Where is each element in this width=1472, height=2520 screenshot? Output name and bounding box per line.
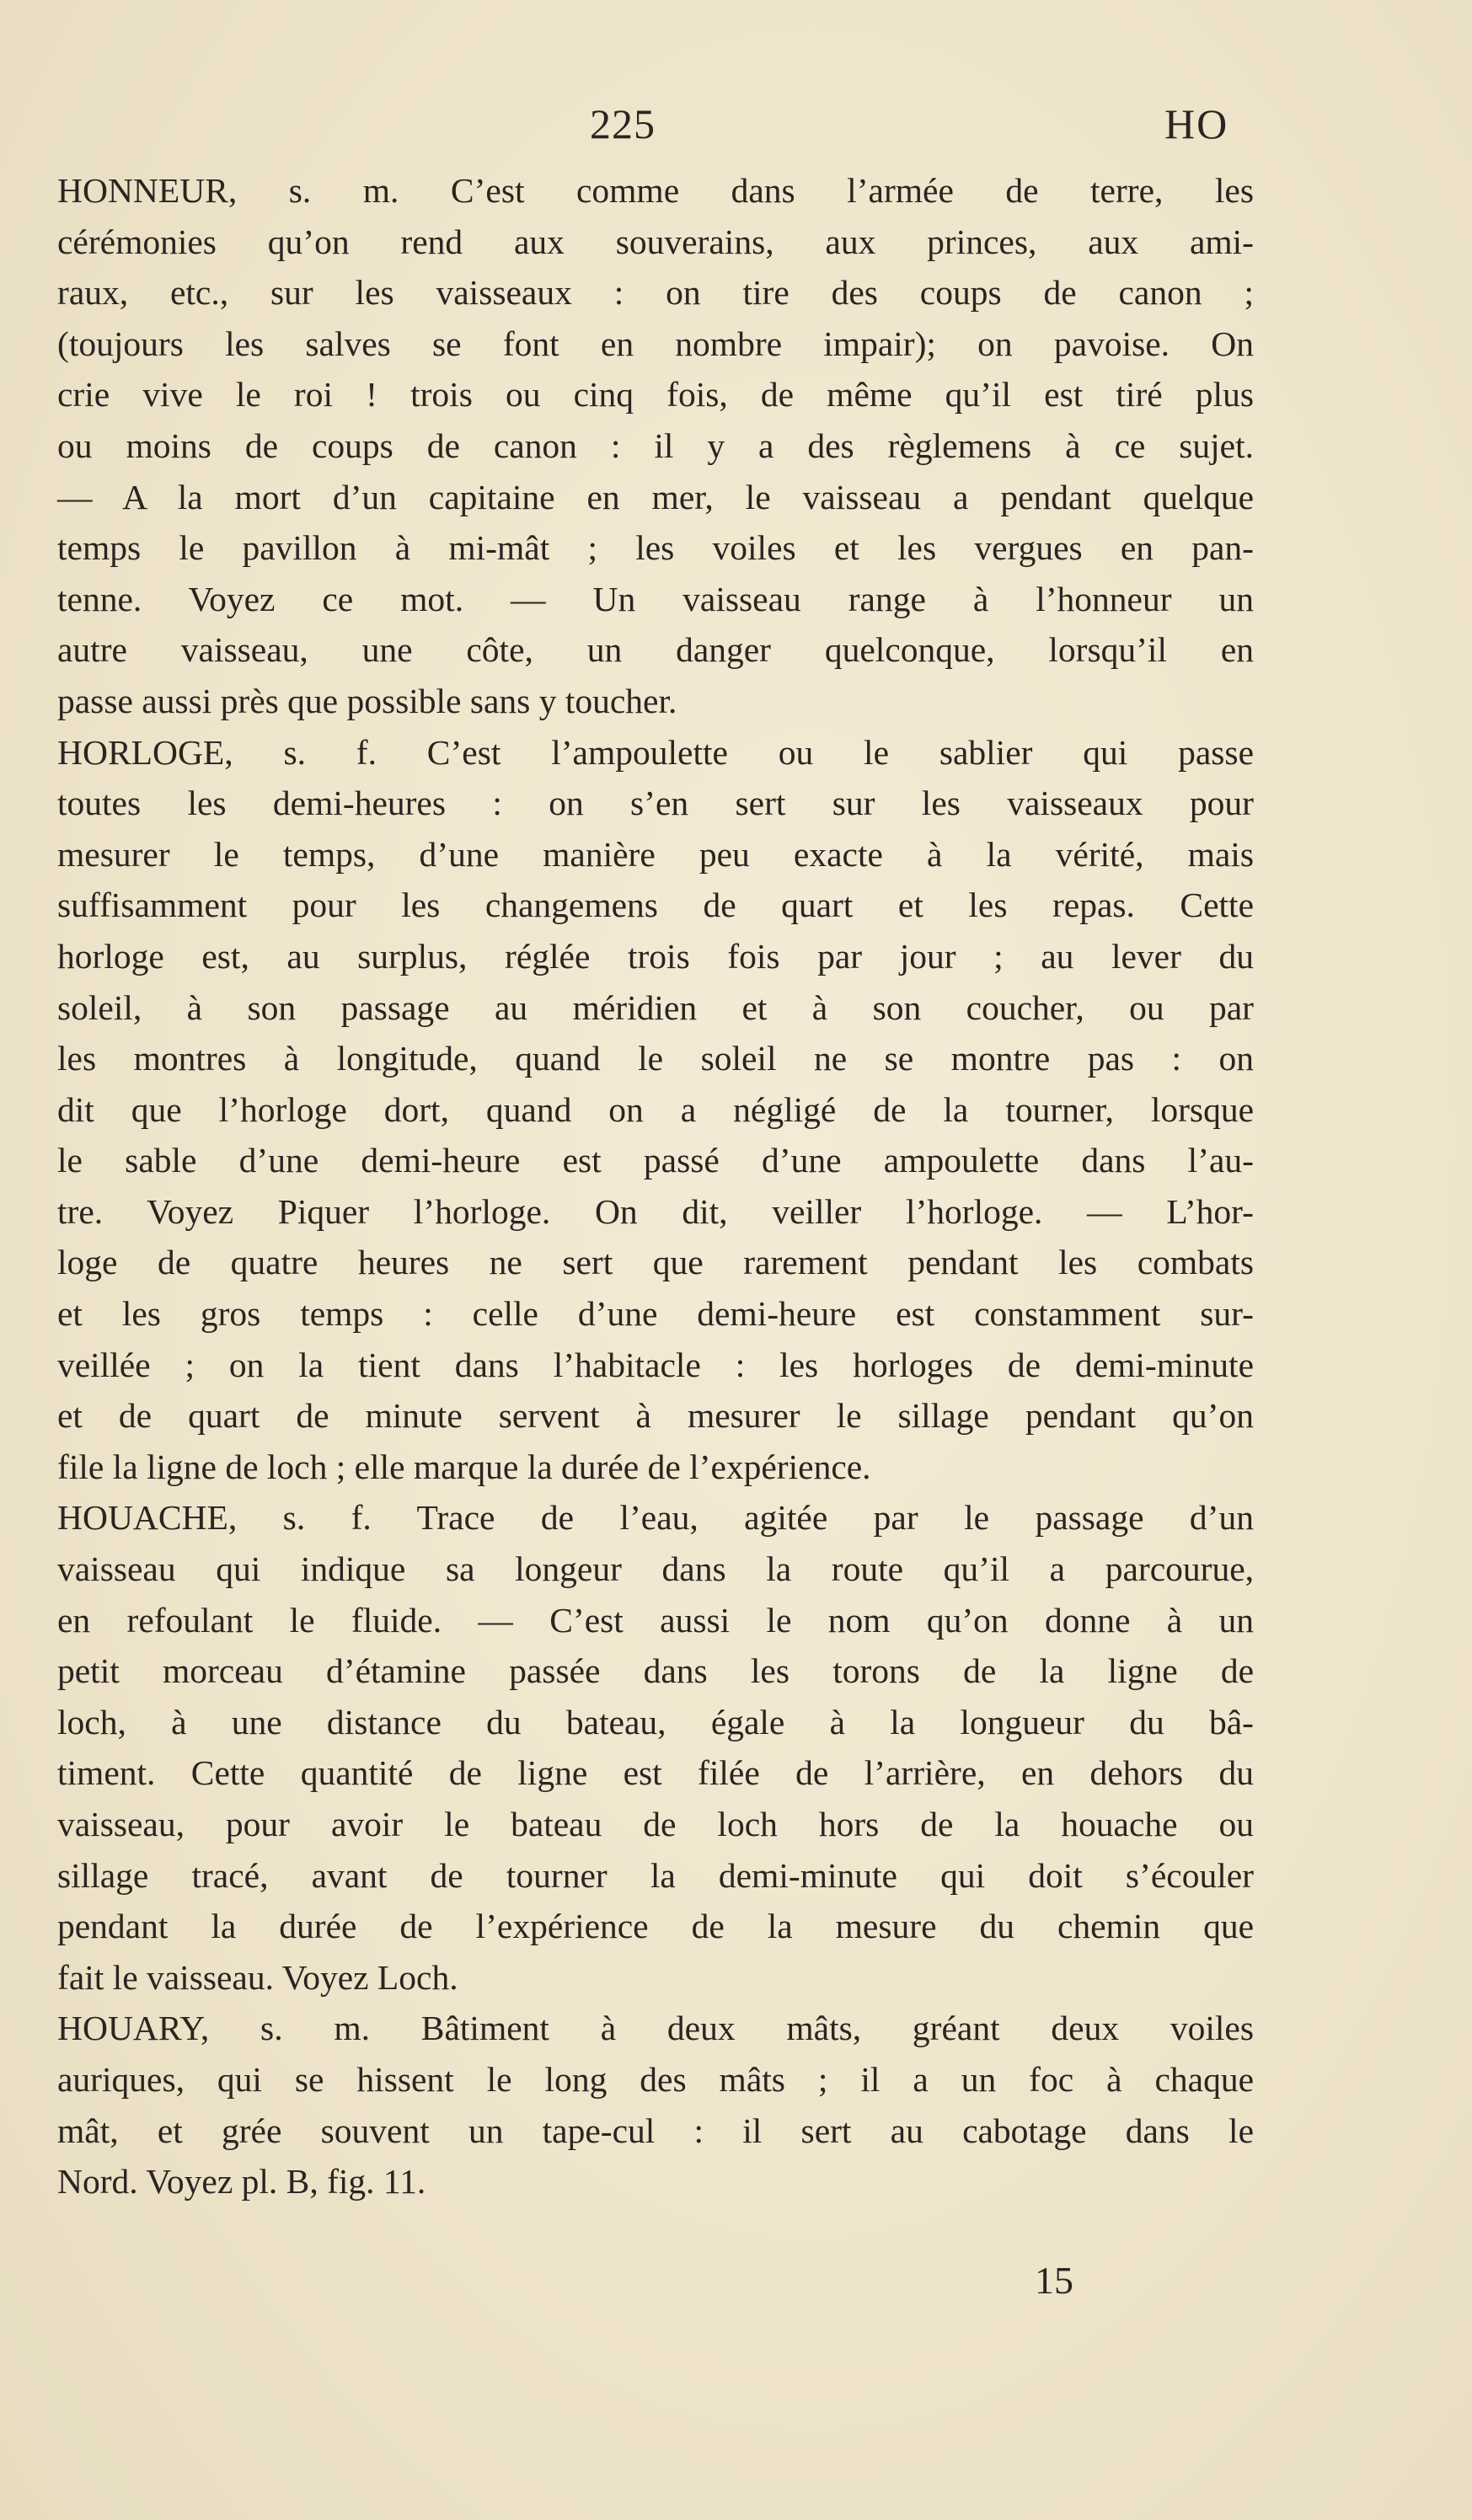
text-line: sillage tracé, avant de tourner la demi-minute qui doit s’écouler: [57, 1855, 1254, 1895]
text-line: (toujours les salves se font en nombre impair); on pavoise. On: [57, 324, 1254, 363]
signature-mark: 15: [1035, 2259, 1073, 2302]
text-line: et de quart de minute servent à mesurer le sillage pendant qu’on: [57, 1396, 1254, 1436]
body-text: [57, 165, 1254, 2207]
text-line: crie vive le roi ! trois ou cinq fois, de même qu’il est tiré plus: [57, 375, 1254, 415]
text-line: passe aussi près que possible sans y toucher.: [57, 681, 677, 720]
text-line: veillée ; on la tient dans l’habitacle : les horloges de demi-minute: [57, 1345, 1254, 1384]
text-line: autre vaisseau, une côte, un danger quelconque, lorsqu’il en: [57, 630, 1254, 670]
text-line: vaisseau qui indique sa longeur dans la route qu’il a parcourue,: [57, 1549, 1254, 1589]
text-line: ou moins de coups de canon : il y a des règlemens à ce sujet.: [57, 425, 1254, 465]
text-line: HOUARY, s. m. Bâtiment à deux mâts, gréant deux voiles: [57, 2009, 1254, 2048]
text-line: auriques, qui se hissent le long des mâts ; il a un foc à chaque: [57, 2059, 1254, 2099]
text-line: mât, et grée souvent un tape-cul : il sert au cabotage dans le: [57, 2111, 1254, 2150]
text-line: en refoulant le fluide. — C’est aussi le nom qu’on donne à un: [57, 1600, 1254, 1640]
text-line: suffisamment pour les changemens de quart et les repas. Cette: [57, 885, 1254, 925]
text-line: pendant la durée de l’expérience de la mesure du chemin que: [57, 1907, 1254, 1946]
text-line: fait le vaisseau. Voyez Loch.: [57, 1957, 458, 1997]
text-line: — A la mort d’un capitaine en mer, le vaisseau a pendant quelque: [57, 477, 1254, 516]
text-line: soleil, à son passage au méridien et à son coucher, ou par: [57, 987, 1254, 1027]
page-number: 225: [590, 100, 656, 147]
text-line: file la ligne de loch ; elle marque la durée de l’expérience.: [57, 1447, 871, 1486]
text-line: HOUACHE, s. f. Trace de l’eau, agitée par le passage d’un: [57, 1498, 1254, 1538]
running-head: HO: [1164, 100, 1229, 147]
text-line: petit morceau d’étamine passée dans les torons de la ligne de: [57, 1651, 1254, 1691]
text-line: vaisseau, pour avoir le bateau de loch hors de la houache ou: [57, 1805, 1254, 1843]
text-line: tenne. Voyez ce mot. — Un vaisseau range à l’honneur un: [57, 579, 1254, 618]
text-line: les montres à longitude, quand le soleil ne se montre pas : on: [57, 1039, 1254, 1078]
text-line: tre. Voyez Piquer l’horloge. On dit, veiller l’horloge. — L’hor-: [57, 1191, 1254, 1231]
text-line: loge de quatre heures ne sert que rarement pendant les combats: [57, 1243, 1254, 1282]
text-line: HORLOGE, s. f. C’est l’ampoulette ou le sablier qui passe: [57, 732, 1254, 772]
text-line: horloge est, au surplus, réglée trois fois par jour ; au lever du: [57, 936, 1254, 976]
text-line: mesurer le temps, d’une manière peu exacte à la vérité, mais: [57, 834, 1254, 874]
text-line: dit que l’horloge dort, quand on a négligé de la tourner, lorsque: [57, 1089, 1254, 1129]
text-line: HONNEUR, s. m. C’est comme dans l’armée de terre, les: [57, 171, 1254, 210]
text-line: toutes les demi-heures : on s’en sert sur les vaisseaux pour: [57, 784, 1254, 823]
text-line: cérémonies qu’on rend aux souverains, aux princes, aux ami-: [57, 222, 1254, 261]
text-line: Nord. Voyez pl. B, fig. 11.: [57, 2162, 426, 2202]
text-line: loch, à une distance du bateau, égale à la longueur du bâ-: [57, 1702, 1254, 1742]
text-line: timent. Cette quantité de ligne est filée de l’arrière, en dehors du: [57, 1753, 1254, 1793]
text-line: et les gros temps : celle d’une demi-heure est constamment sur-: [57, 1294, 1254, 1334]
text-line: le sable d’une demi-heure est passé d’une ampoulette dans l’au-: [57, 1141, 1254, 1180]
text-line: temps le pavillon à mi-mât ; les voiles et les vergues en pan-: [57, 528, 1254, 568]
text-line: raux, etc., sur les vaisseaux : on tire des coups de canon ;: [57, 273, 1254, 313]
